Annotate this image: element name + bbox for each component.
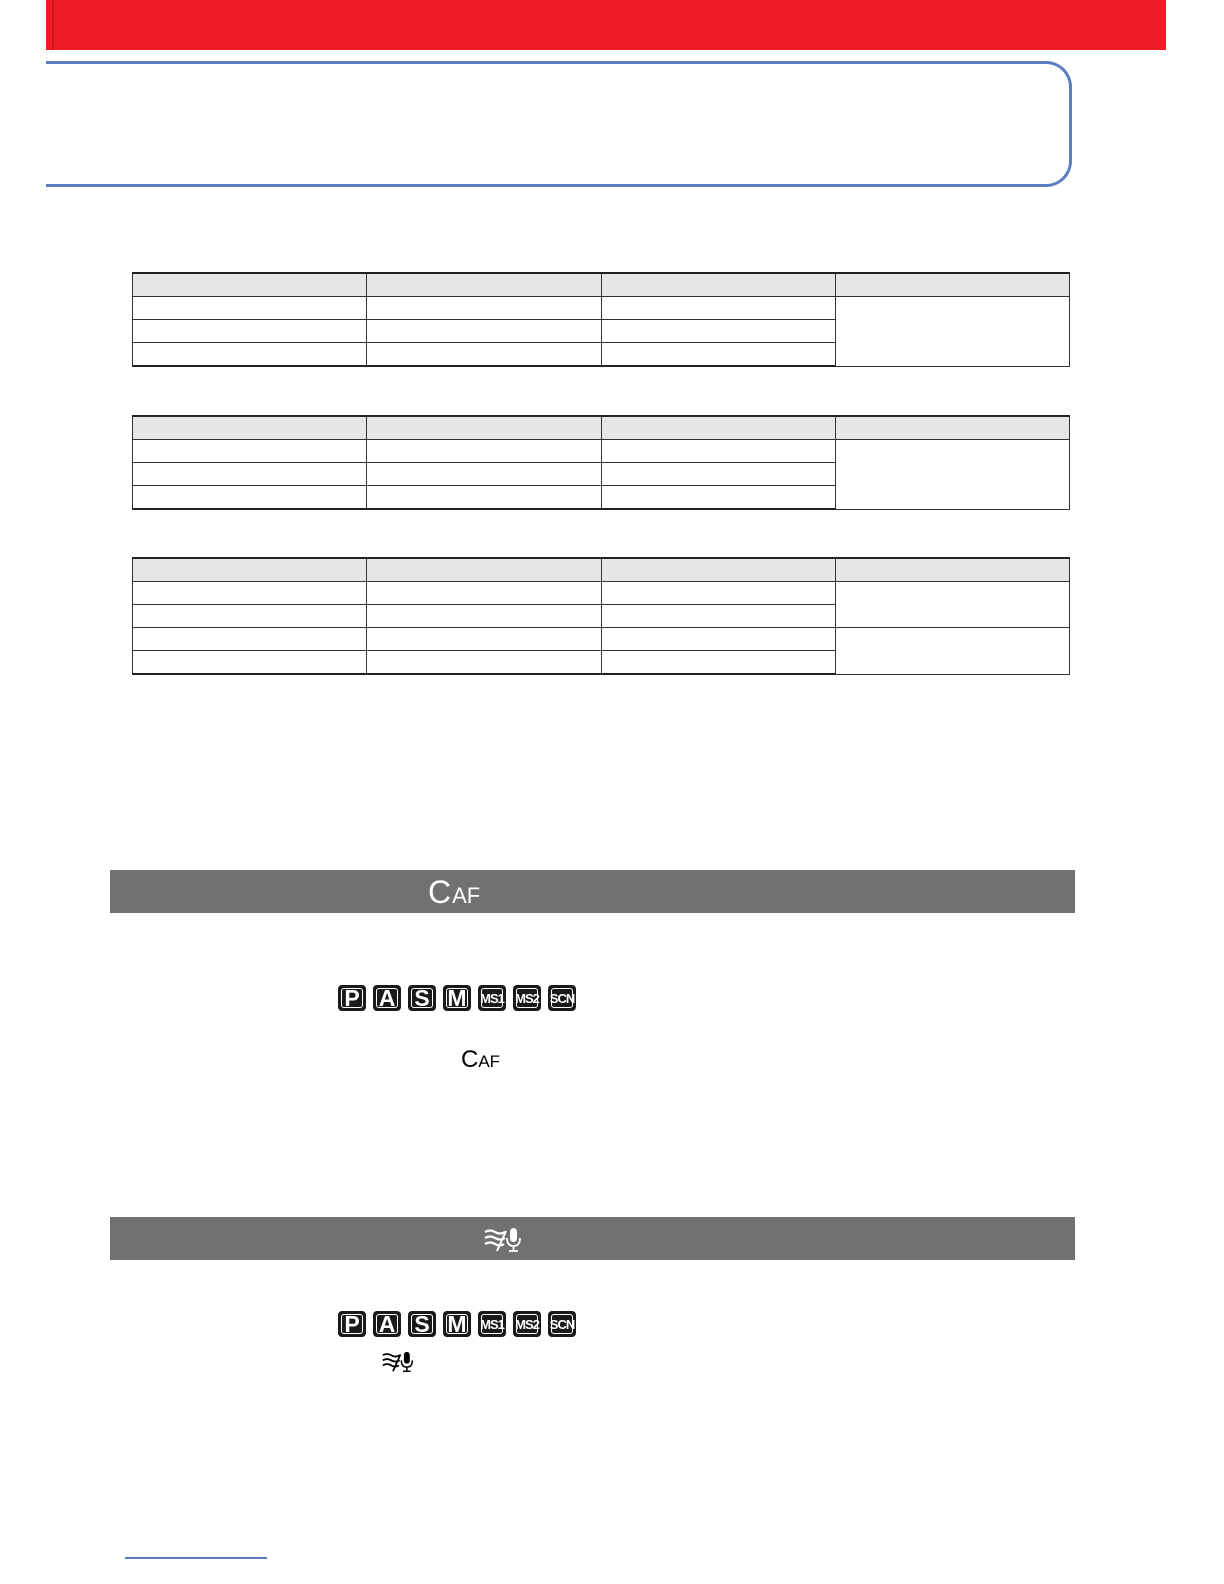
mode-a-icon [373,1311,401,1337]
header-cell [367,273,601,297]
table-3 [132,557,1070,675]
table-cell [601,486,835,510]
header-cell [601,273,835,297]
merged-cell [835,628,1069,675]
table-cell [367,651,601,675]
table-cell [601,605,835,628]
table-row [133,297,1070,320]
header-cell [835,558,1069,582]
merged-cell [835,440,1069,510]
merged-cell [835,297,1069,367]
mode-ms2-icon [513,1311,541,1337]
mode-m-icon [443,1311,471,1337]
table-header-row [133,273,1070,297]
header-cell [133,416,367,440]
header-cell [835,273,1069,297]
recording-mode-icons-2 [338,1311,576,1337]
mode-ms2-label: MS2 [516,1314,538,1334]
table-cell [601,651,835,675]
table-cell [367,297,601,320]
mode-scn-label: SCN [551,1314,573,1334]
table-row [133,582,1070,605]
table-cell [601,628,835,651]
header-cell [367,416,601,440]
mode-s-icon [408,1311,436,1337]
title-frame [46,61,1072,187]
header-cell [367,558,601,582]
table-cell [133,651,367,675]
table-cell [367,582,601,605]
section-header-continuous-af [110,870,1075,913]
table-cell [367,463,601,486]
table-header-row [133,416,1070,440]
table-cell [367,343,601,367]
table-cell [133,628,367,651]
mode-a-icon [373,985,401,1011]
mode-m-label: M [447,1310,467,1337]
mode-p-label: P [341,988,363,1008]
table-cell [133,605,367,628]
table-2 [132,415,1070,510]
recording-mode-icons [338,985,576,1011]
table-cell [601,463,835,486]
table-cell [601,440,835,463]
mode-scn-icon [548,985,576,1011]
mode-a-label: A [376,988,398,1008]
caf-inline-letter: C [461,1046,479,1073]
table-row [133,440,1070,463]
table-cell [601,582,835,605]
table-cell [367,486,601,510]
top-banner [46,0,1166,50]
header-cell [601,558,835,582]
mode-p-icon [338,1311,366,1337]
table-cell [133,297,367,320]
mode-ms1-label: MS1 [481,1314,503,1334]
mode-s-label: S [411,1314,433,1334]
header-cell [133,558,367,582]
mode-scn-icon [548,1311,576,1337]
table-1 [132,272,1070,367]
table-cell [133,440,367,463]
mode-scn-label: SCN [551,988,573,1008]
mode-p-label: P [341,1314,363,1334]
caf-icon-letter: C [428,874,452,910]
table-row [133,628,1070,651]
bottom-link-underline[interactable] [125,1557,267,1559]
merged-cell [835,582,1069,628]
table-cell [367,440,601,463]
caf-icon-sub: AF [452,883,481,908]
mode-m-icon [443,985,471,1011]
mode-ms2-icon [513,985,541,1011]
mode-p-icon [338,985,366,1011]
table-cell [133,463,367,486]
table-cell [367,628,601,651]
section-header-wind-cut [110,1217,1075,1260]
mode-s-label: S [411,988,433,1008]
table-cell [367,320,601,343]
header-cell [835,416,1069,440]
continuous-af-inline-icon [461,1046,500,1074]
mode-ms2-label: MS2 [516,988,538,1008]
banner-edge [52,0,54,50]
mode-m-label: M [447,984,467,1011]
caf-inline-sub: AF [478,1052,501,1071]
header-cell [133,273,367,297]
table-header-row [133,558,1070,582]
header-cell [601,416,835,440]
mode-ms1-icon [478,1311,506,1337]
wind-cut-icon [484,1226,522,1254]
continuous-af-icon [428,876,480,908]
table-cell [601,343,835,367]
mode-ms1-icon [478,985,506,1011]
mode-s-icon [408,985,436,1011]
table-cell [133,320,367,343]
table-cell [601,320,835,343]
table-cell [133,343,367,367]
table-cell [133,582,367,605]
wind-cut-inline-icon [382,1350,414,1374]
table-cell [601,297,835,320]
table-cell [133,486,367,510]
mode-a-label: A [376,1314,398,1334]
mode-ms1-label: MS1 [481,988,503,1008]
table-cell [367,605,601,628]
